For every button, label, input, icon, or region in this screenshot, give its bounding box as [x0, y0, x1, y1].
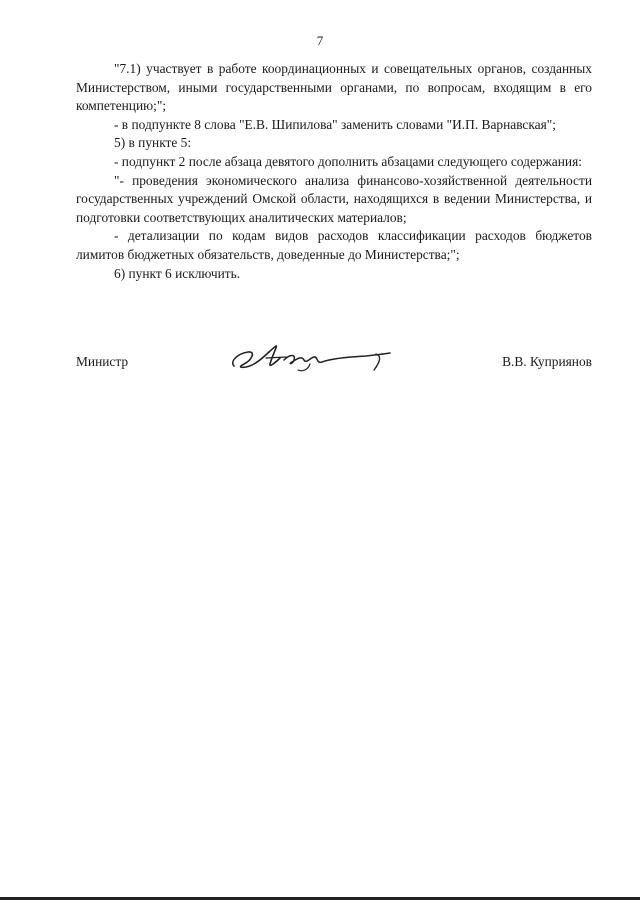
signatory-name: В.В. Куприянов — [502, 354, 592, 369]
page-number: 7 — [316, 33, 324, 48]
document-body — [76, 60, 592, 283]
paragraph-economic-analysis: "- проведения экономического анализа финансово-хозяйственной деятельности государственных учреждений Омской области, находящихся в ведении Министерства, и подготовки соответствующих аналитических материалов; — [76, 172, 592, 225]
paragraph-point-5: 5) в пункте 5: — [114, 135, 192, 151]
paragraph-7-1: "7.1) участвует в работе координационных и совещательных органов, созданных Министерством, иными государственными органами, по вопросам, входящим в его компетенцию;"; — [76, 61, 592, 114]
paragraph-detailing: - детализации по кодам видов расходов классификации расходов бюджетов лимитов бюджетных обязательств, доведенные до Министерства;"; — [76, 228, 592, 262]
paragraph-subpoint-2: - подпункт 2 после абзаца девятого дополнить абзацами следующего содержания: — [114, 153, 582, 169]
paragraph-subpoint-8: - в подпункте 8 слова "Е.В. Шипилова" заменить словами "И.П. Варнавская"; — [114, 116, 556, 132]
bottom-border-line — [0, 897, 640, 900]
handwritten-signature — [226, 340, 396, 374]
signature-block — [76, 340, 592, 380]
signatory-title: Министр — [76, 354, 129, 369]
paragraph-point-6: 6) пункт 6 исключить. — [114, 265, 241, 281]
